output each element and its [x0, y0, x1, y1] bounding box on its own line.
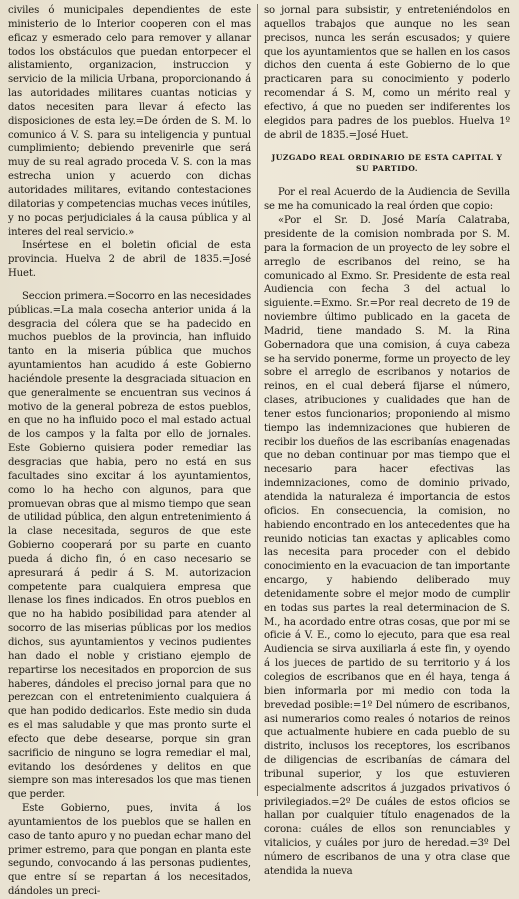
relief-section-paragraph: Seccion primera.=Socorro en las necesidades públicas.=La mala cosecha anterior unida á la desgracia del cólera que se ha padecido en muchos pueblos de la provincia, han influido tanto en la miseria pública que muchos ayuntamientos han acudido á este Gobierno haciéndole presente la desgraciada situacion en que generalmente se encuentran sus vecinos á motivo de la general pobreza de estos pueblos, en que no ha influido poco el mal estado actual de los campos y la falta por ello de jornales. Este Gobierno quisiera poder remediar las desgracias que habia, pero no está en sus facultades sino excitar á los ayuntamientos, como lo ha hecho con algunos, para que promuevan obras que al mismo tiempo que sean de utilidad pública, den algun entretenimiento á la clase necesitada, seguros de que este Gobierno cooperará por su parte en cuanto pueda á dicho fin, ó en caso necesario se apresurará á pedir á S. M. autorizacion competente para cualquiera empresa que llenase los fines indicados. En otros pueblos en que no ha habido posibilidad para atender al socorro de las miserias públicas por los medios dichos, sus ayuntamientos y vecinos pudientes han dado el noble y cristiano ejemplo de repartirse los necesitados en proporcion de sus haberes, dándoles el preciso jornal para que no perezcan con el entretenimiento cualquiera á que han podido dedicarlos. Este medio sin duda es el mas saludable y que mas pronto surte el efecto que debe desearse, porque sin gran sacrificio de ninguno se logra remediar el mal, evitando los desórdenes y delitos en que siempre son mas interesados los que mas tienen que perder.: [8, 290, 251, 801]
right-column: [264, 4, 510, 879]
column-divider: [257, 4, 258, 796]
government-invitation-paragraph: Este Gobierno, pues, invita á los ayuntamientos de los pueblos que se hallen en caso de tanto apuro y no puedan echar mano del primer estremo, para que pongan en planta este segundo, convocando á las personas pudientes, que entre sí se repartan á los necesitados, dándoles un preci-: [8, 803, 251, 898]
court-section-heading: JUZGADO REAL ORDINARIO DE ESTA CAPITAL Y SU PARTIDO.: [271, 153, 503, 174]
insert-order-signature: Insértese en el boletin oficial de esta provincia. Huelva 2 de abril de 1835.=José Huet.: [8, 240, 251, 280]
left-column: [8, 4, 251, 899]
circular-continuation-paragraph: civiles ó municipales dependientes de este ministerio de lo Interior cooperen con el mas eficaz y esmerado celo para remover y allanar todos los obstáculos que puedan entorpecer el alistamiento, organizacion, instruccion y servicio de la milicia Urbana, proporcionando á las autoridades militares cuantas noticias y datos necesiten para llevar á efecto las disposiciones de esta ley.=De órden de S. M. lo comunico á V. S. para su inteligencia y puntual cumplimiento; debiendo prevenirle que será muy de su real agrado proceda V. S. con la mas estrecha union y acuerdo con dichas autoridades militares, evitando contestaciones dilatorias y competencias muchas veces inútiles, y no pocas perjudiciales á la causa pública y al interes del real servicio.»: [8, 5, 251, 238]
court-intro-paragraph: Por el real Acuerdo de la Audiencia de Sevilla se me ha comunicado la real órden que copio:: [264, 187, 510, 213]
invitation-continuation-paragraph: so jornal para subsistir, y entreteniéndolos en aquellos trabajos que aunque no les sean precisos, nunca les serán escusados; y quiere que los ayuntamientos que se hallen en los casos dichos den cuenta á este Gobierno de lo que practicaren para su conocimiento y poderlo recomendar á S. M, como un mérito real y efectivo, á que no pueden ser indiferentes los elegidos para padres de los pueblos. Huelva 1º de abril de 1835.=José Huet.: [264, 5, 510, 141]
royal-order-paragraph: «Por el Sr. D. José María Calatraba, presidente de la comision nombrada por S. M. para la formacion de un proyecto de ley sobre el arreglo de escribanos del reino, se ha comunicado al Exmo. Sr. Presidente de esta real Audiencia con fecha 3 del actual lo siguiente.=Exmo. Sr.=Por real decreto de 19 de noviembre último publicado en la gaceta de Madrid, tiene mandado S. M. la Rina Gobernadora que una comision, á cuya cabeza se ha servido ponerme, forme un proyecto de ley sobre el arreglo de escribanos y notarios de reinos, en el cual deberá fijarse el número, clases, atribuciones y cualidades que han de tener estos funcionarios; proponiendo al mismo tiempo las indemnizaciones que hubieren de recibir los dueños de las escribanías enagenadas que no deban continuar por mas tiempo que el necesario para hacer efectivas las indemnizaciones, como de dominio privado, atendida la naturaleza é importancia de estos oficios. En consecuencia, la comision, no habiendo encontrado en los antecedentes que ha reunido noticias tan exactas y aplicables como las necesita para proceder con el debido conocimiento en la evacuacion de tan importante encargo, y habiendo deliberado muy detenidamente sobre el mejor modo de cumplir en todas sus partes la real determinacion de S. M., ha acordado entre otras cosas, que por mi se oficie á V. E., como lo ejecuto, para que esa real Audiencia se sirva auxiliarla á este fin, y oyendo á los jueces de partido de su territorio y á los colegios de escribanos que en él haya, tenga á bien informarla por mi medio con toda la brevedad posible:=1º Del número de escribanos, asi numerarios como reales ó notarios de reinos que actualmente hubiere en cada pueblo de su distrito, inclusos los receptores, los escribanos de diligencias de escribanías de cámara del tribunal superior, y los que estuvieren especialmente adscritos á juzgados privativos ó privilegiados.=2º De cuáles de estos oficios se hallan por cualquier título enagenados de la corona: cuáles de ellos son renunciables y vitalicios, y cuáles por juro de heredad.=3º Del número de escribanos de una y otra clase que atendida la nueva: [264, 215, 510, 877]
section-gap: [8, 281, 251, 290]
